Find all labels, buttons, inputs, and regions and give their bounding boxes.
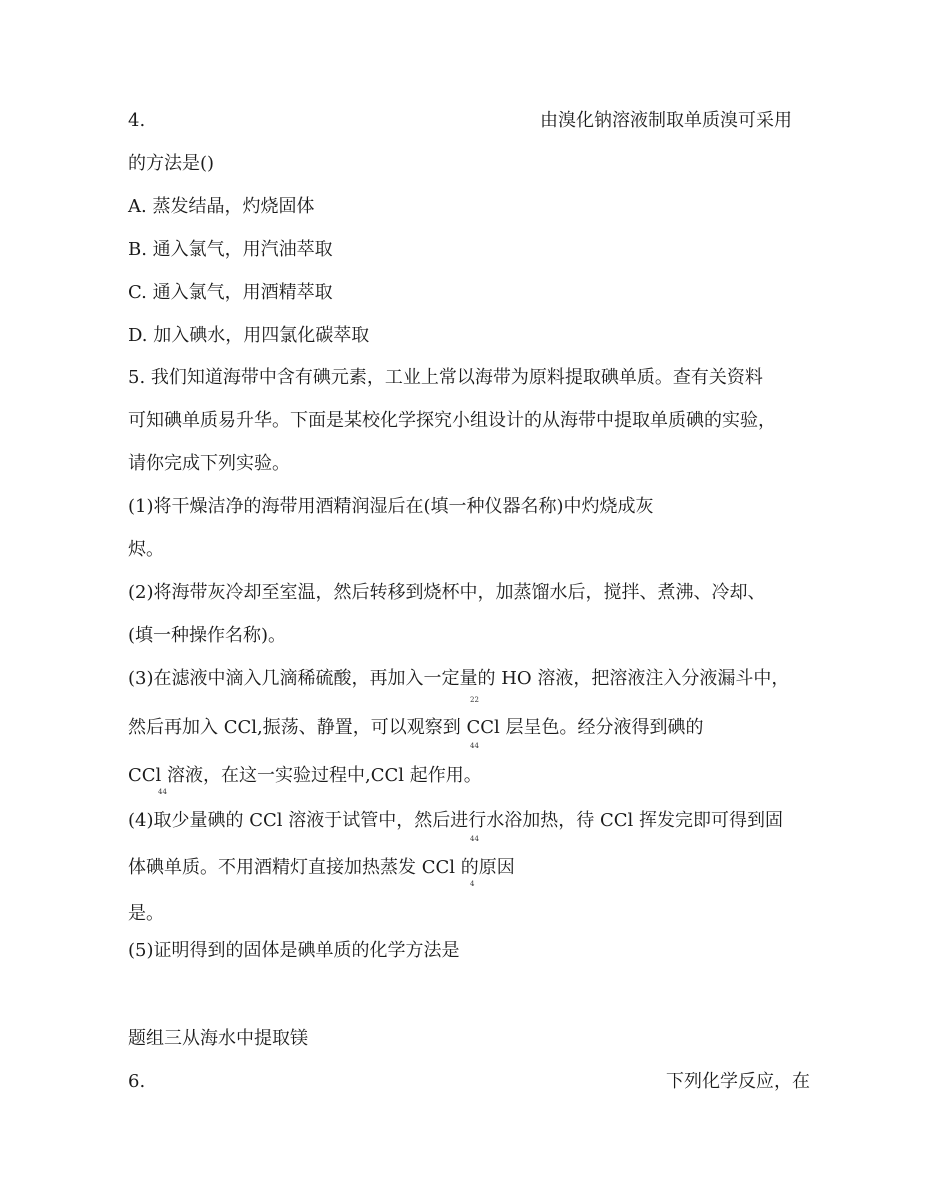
q6-stem-right: 下列化学反应，在	[666, 1071, 810, 1092]
subscript-ccl4-d: 4	[470, 880, 475, 888]
subscript-h2o2: 22	[470, 696, 479, 704]
q5-part4-line-1: (4)取少量碘的 CCl 溶液于试管中，然后进行水浴加热，待 CCl 挥发完即可得到固	[128, 810, 783, 831]
q5-part4-line-2: 体碘单质。不用酒精灯直接加热蒸发 CCl 的原因	[128, 857, 515, 878]
q6-number: 6.	[128, 1071, 146, 1092]
subscript-ccl4-b: 44	[158, 788, 167, 796]
q5-intro-line-3: 请你完成下列实验。	[128, 453, 290, 474]
q5-part2-line-1: (2)将海带灰冷却至室温，然后转移到烧杯中，加蒸馏水后，搅拌、煮沸、冷却、	[128, 582, 766, 603]
subscript-ccl4-c: 44	[470, 835, 479, 843]
q5-part4-line-3: 是。	[128, 903, 164, 924]
q5-intro-line-1: 5. 我们知道海带中含有碘元素，工业上常以海带为原料提取碘单质。查有关资料	[128, 367, 763, 388]
q5-part3-line-2: 然后再加入 CCl,振荡、静置，可以观察到 CCl 层呈色。经分液得到碘的	[128, 717, 704, 738]
subscript-ccl4-a: 44	[470, 742, 479, 750]
q4-number: 4.	[128, 110, 146, 131]
q5-part1-line-2: 烬。	[128, 539, 164, 560]
q5-part5: (5)证明得到的固体是碘单质的化学方法是	[128, 940, 460, 961]
q5-intro-line-2: 可知碘单质易升华。下面是某校化学探究小组设计的从海带中提取单质碘的实验，	[128, 410, 776, 431]
q4-option-c: C. 通入氯气，用酒精萃取	[128, 282, 333, 303]
q5-part1-line-1: (1)将干燥洁净的海带用酒精润湿后在(填一种仪器名称)中灼烧成灰	[128, 496, 654, 517]
q4-stem-right: 由溴化钠溶液制取单质溴可采用	[540, 110, 792, 131]
q5-part3-line-3: CCl 溶液，在这一实验过程中,CCl 起作用。	[128, 765, 482, 786]
q5-part2-line-2: (填一种操作名称)。	[128, 625, 287, 646]
q4-option-d: D. 加入碘水，用四氯化碳萃取	[128, 325, 370, 346]
q4-stem-cont: 的方法是()	[128, 153, 215, 174]
q5-part3-line-1: (3)在滤液中滴入几滴稀硫酸，再加入一定量的 HO 溶液，把溶液注入分液漏斗中，	[128, 668, 790, 689]
q4-option-a: A. 蒸发结晶，灼烧固体	[128, 196, 315, 217]
group3-title: 题组三从海水中提取镁	[128, 1028, 308, 1049]
q4-option-b: B. 通入氯气，用汽油萃取	[128, 239, 333, 260]
